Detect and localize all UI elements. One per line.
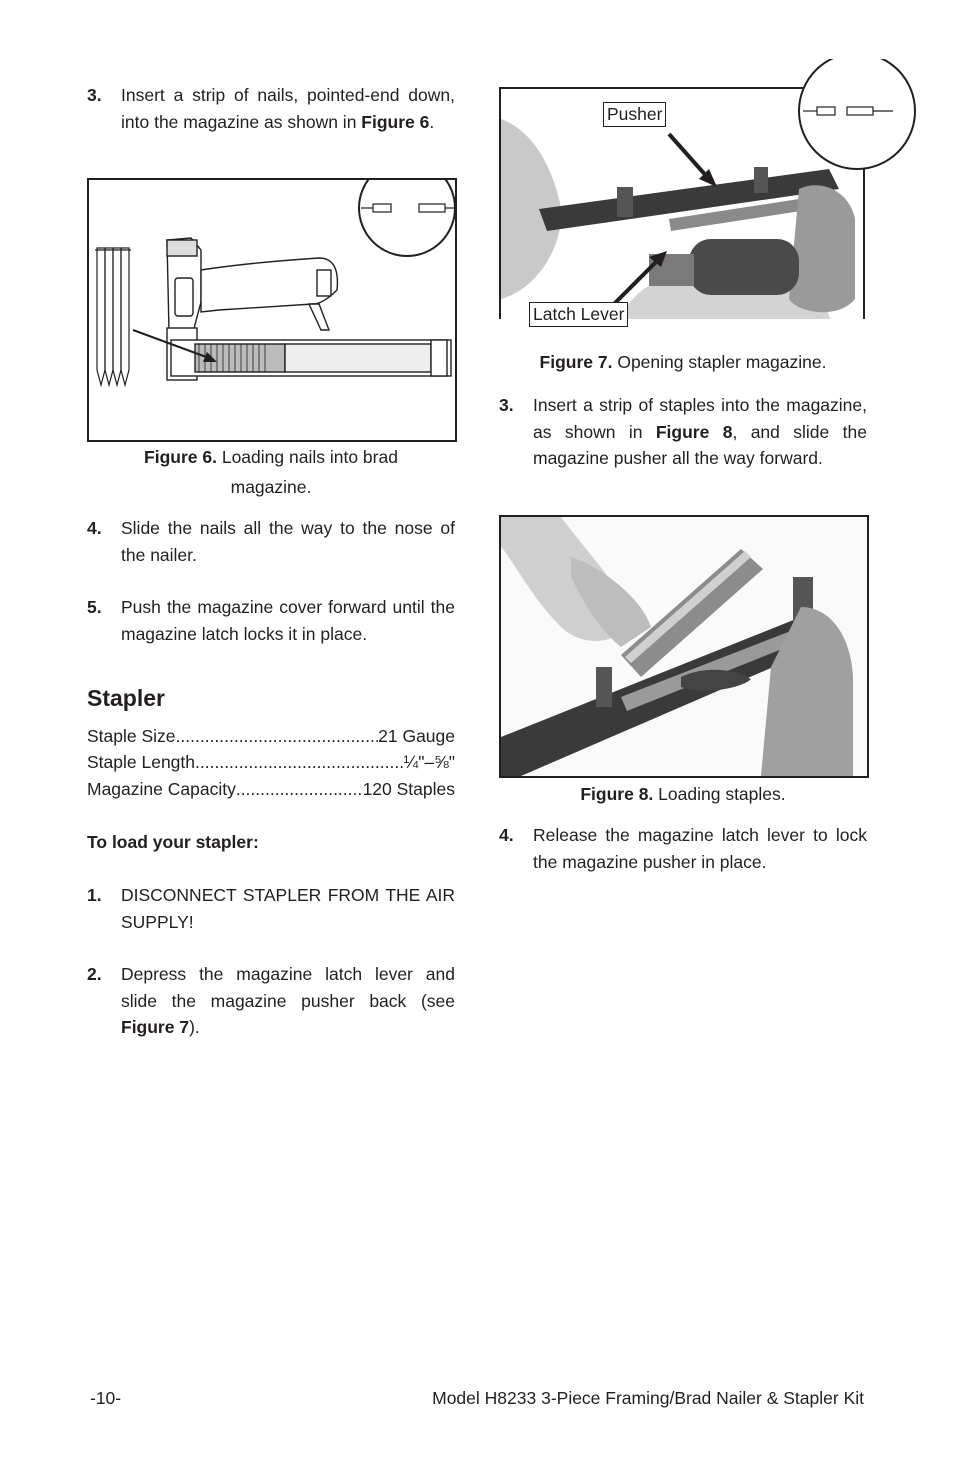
steps-mid-left: [87, 515, 455, 647]
step-text: Depress the magazine latch lever and slide the magazine pusher back (see Figure 7).: [121, 964, 455, 1037]
spec-value: ¼"–⅝": [403, 752, 455, 772]
step-text: Release the magazine latch lever to lock the magazine pusher in place.: [533, 825, 867, 872]
step-item: [499, 392, 867, 472]
section-title: Stapler: [87, 685, 165, 711]
step-number: 4.: [499, 825, 514, 845]
figure-6-text: Loading nails into brad: [221, 447, 398, 467]
step-item: [87, 515, 455, 568]
spec-label: Staple Size: [87, 726, 176, 746]
figure-reference: Figure 8: [655, 421, 733, 442]
figure-6-illustration: [87, 178, 457, 442]
figure-7-caption: [499, 352, 867, 373]
step-item: [87, 961, 455, 1041]
figure-reference: Figure 6: [361, 111, 430, 132]
figure-6-text-2: magazine.: [230, 477, 312, 497]
steps-mid-right: [499, 392, 867, 472]
step-item: [87, 594, 455, 647]
step-text: DISCONNECT STAPLER FROM THE AIR SUPPLY!: [121, 885, 455, 932]
figure-6-label: Figure 6.: [144, 447, 217, 467]
figure-7-illustration: [499, 87, 865, 342]
step-item: [87, 82, 455, 135]
step-item: [499, 822, 867, 875]
spec-label: Staple Length: [87, 752, 196, 772]
step-text: Push the magazine cover forward until the magazine latch locks it in place.: [121, 597, 455, 644]
figure-8-label: Figure 8.: [580, 784, 654, 804]
figure-7-label: Figure 7.: [539, 352, 613, 372]
loading-staples-photo: [501, 517, 867, 776]
figure-6-caption: [87, 447, 455, 506]
spec-row: [87, 726, 455, 747]
callout-latch-lever: Latch Lever: [529, 302, 628, 327]
step-number: 1.: [87, 885, 102, 905]
subhead: To load your stapler:: [87, 832, 259, 852]
step-number: 3.: [499, 395, 514, 415]
callout-pusher: Pusher: [603, 102, 666, 127]
figure-8-caption: [499, 784, 867, 805]
step-number: 4.: [87, 518, 102, 538]
spec-value: 21 Gauge: [378, 726, 455, 746]
figure-8-illustration: [499, 515, 869, 778]
page-number: -10-: [90, 1388, 122, 1408]
step-text: Insert a strip of staples into the magazine, as shown in Figure 8, and slide the magazine pusher all the way forward.: [533, 395, 867, 468]
figure-8-text: Loading staples.: [658, 784, 786, 804]
steps-bottom-left: [87, 882, 455, 1041]
step-number: 3.: [87, 85, 102, 105]
stapler-magazine-photo: [499, 59, 919, 319]
brad-nailer-drawing: [89, 180, 455, 440]
spec-label: Magazine Capacity: [87, 779, 236, 799]
figure-7-text: Opening stapler magazine.: [617, 352, 827, 372]
steps-top-left: [87, 82, 455, 135]
footer-model: Model H8233 3-Piece Framing/Brad Nailer & Stapler Kit: [432, 1388, 864, 1408]
step-text: Slide the nails all the way to the nose of the nailer.: [121, 518, 455, 565]
spec-row: [87, 779, 455, 800]
spec-row: [87, 752, 455, 773]
step-number: 2.: [87, 964, 102, 984]
step-number: 5.: [87, 597, 102, 617]
step-text: Insert a strip of nails, pointed-end down, into the magazine as shown in Figure 6.: [121, 85, 455, 132]
step-item: [87, 882, 455, 935]
steps-bottom-right: [499, 822, 867, 875]
spec-value: 120 Staples: [362, 779, 455, 799]
figure-reference: Figure 7: [121, 1017, 190, 1037]
